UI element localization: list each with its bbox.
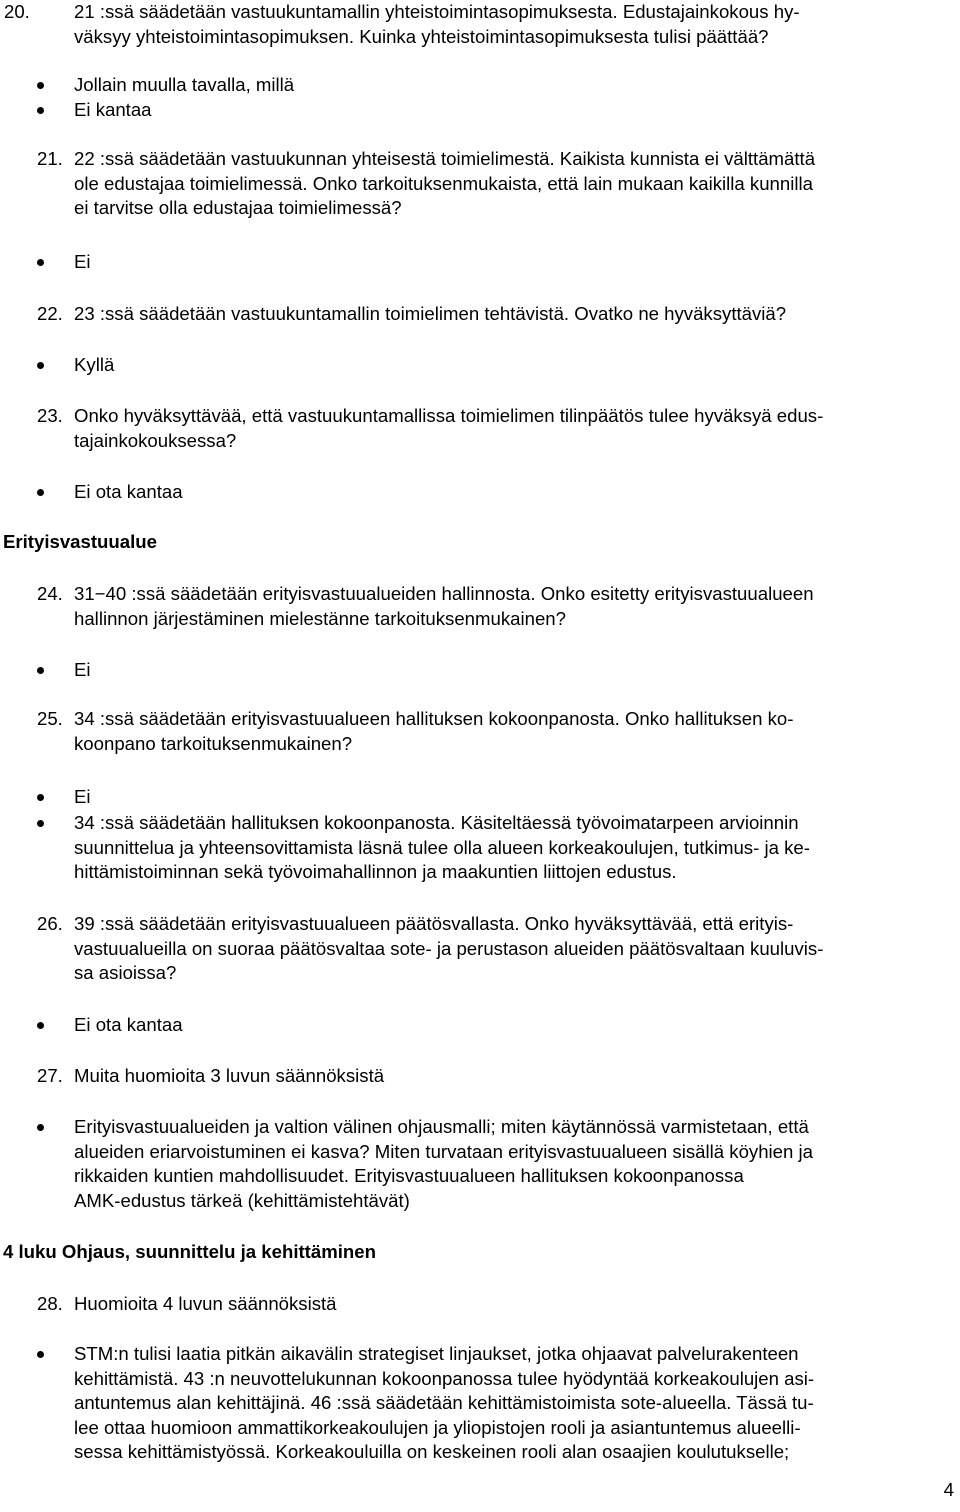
question-number: 21. (37, 148, 63, 169)
answer-text: Ei ota kantaa (74, 1014, 183, 1035)
bullet-icon (37, 785, 74, 810)
question-24 (4, 582, 956, 631)
answer-text: Erityisvastuualueiden ja valtion välinen ohjausmalli; miten käytännössä varmistetaan, että (74, 1116, 809, 1137)
question-text (74, 1064, 956, 1089)
answer-text: Ei (74, 786, 91, 807)
bullet-icon (37, 480, 74, 505)
answer-bullet (37, 1342, 952, 1465)
question-text (74, 0, 956, 49)
question-20 (4, 0, 956, 49)
page-number: 4 (943, 1479, 954, 1500)
bullet-icon (37, 353, 74, 378)
answer-text: Kyllä (74, 354, 115, 375)
answer-text: Ei kantaa (74, 99, 152, 120)
text-line: ei tarvitse olla edustajaa toimielimessä? (74, 197, 402, 218)
text-line: Muita huomioita 3 luvun säännöksistä (74, 1065, 385, 1086)
answer-bullet (37, 250, 952, 275)
bullet-icon (37, 1342, 74, 1465)
text-line: 21 :ssä säädetään vastuukuntamallin yhteistoimintasopimuksesta. Edustajainkokous hy- (74, 1, 800, 22)
text-line: 31−40 :ssä säädetään erityisvastuualueiden hallinnosta. Onko esitetty erityisvastuualueen (74, 583, 814, 604)
bullet-icon (37, 658, 74, 683)
question-number: 25. (37, 708, 63, 729)
answer-text: hittämistoiminnan sekä työvoimahallinnon ja maakuntien liittojen edustus. (74, 861, 677, 882)
text-line: hallinnon järjestäminen mielestänne tarkoituksenmukainen? (74, 607, 566, 629)
answer-text: Jollain muulla tavalla, millä (74, 74, 295, 95)
text-line: koonpano tarkoituksenmukainen? (74, 732, 353, 754)
question-number: 27. (37, 1065, 63, 1086)
answer-bullet (37, 98, 952, 123)
text-line: Onko hyväksyttävää, että vastuukuntamallissa toimielimen tilinpäätös tulee hyväksyä edus- (74, 405, 824, 426)
answer-text: Ei (74, 659, 91, 680)
answer-bullet (37, 658, 952, 683)
answer-text: STM:n tulisi laatia pitkän aikavälin strategiset linjaukset, jotka ohjaavat palvelurakenteen (74, 1343, 799, 1364)
answer-bullet (37, 1013, 952, 1038)
question-text (74, 404, 956, 453)
question-text (74, 582, 956, 631)
answer-text: suunnittelua ja yhteensovittamista läsnä tulee olla alueen korkeakoulujen, tutkimus- ja ke- (74, 836, 810, 858)
question-number: 22. (37, 303, 63, 324)
answer-bullet (37, 1115, 952, 1213)
bullet-icon (37, 73, 74, 98)
question-text (74, 912, 956, 986)
answer-text: rikkaiden kuntien mahdollisuudet. Erityisvastuualueen hallituksen kokoonpanossa (74, 1165, 744, 1186)
section-heading: Erityisvastuualue (3, 531, 157, 552)
question-21 (4, 147, 956, 221)
question-number: 20. (4, 1, 30, 22)
question-26 (4, 912, 956, 986)
question-text (74, 302, 956, 327)
text-line: 34 :ssä säädetään erityisvastuualueen hallituksen kokoonpanosta. Onko hallituksen ko- (74, 708, 794, 729)
answer-text: Ei (74, 251, 91, 272)
bullet-icon (37, 1013, 74, 1038)
text-line: ole edustajaa toimielimessä. Onko tarkoituksenmukaista, että lain mukaan kaikilla kunnilla (74, 172, 813, 194)
question-number: 28. (37, 1293, 63, 1314)
bullet-icon (37, 1115, 74, 1213)
question-text (74, 707, 956, 756)
answer-text: antuntemus alan kehittäjinä. 46 :ssä säädetään kehittämistoimista sote-alueella. Tässä tu- (74, 1392, 814, 1413)
question-text (74, 147, 956, 221)
answer-bullet (37, 73, 952, 98)
chapter-heading: 4 luku Ohjaus, suunnittelu ja kehittäminen (3, 1241, 376, 1262)
answer-bullet (37, 353, 952, 378)
answer-bullet (37, 811, 952, 885)
question-text (74, 1292, 956, 1317)
answer-text: kehittämistä. 43 :n neuvottelukunnan kokoonpanossa tulee hyödyntää korkeakoulujen asi- (74, 1367, 815, 1389)
bullet-icon (37, 98, 74, 123)
question-27 (4, 1064, 956, 1089)
bullet-icon (37, 250, 74, 275)
answer-text: 34 :ssä säädetään hallituksen kokoonpanosta. Käsiteltäessä työvoimatarpeen arvioinnin (74, 812, 799, 833)
question-number: 23. (37, 405, 63, 426)
text-line: 23 :ssä säädetään vastuukuntamallin toimielimen tehtävistä. Ovatko ne hyväksyttäviä? (74, 303, 787, 324)
text-line: 22 :ssä säädetään vastuukunnan yhteisestä toimielimestä. Kaikista kunnista ei välttämättä (74, 148, 816, 169)
answer-bullet (37, 480, 952, 505)
answer-text: lee ottaa huomioon ammattikorkeakoulujen ja yliopistojen rooli ja asiantuntemus alueelli- (74, 1416, 801, 1438)
question-23 (4, 404, 956, 453)
question-number: 26. (37, 913, 63, 934)
text-line: vastuualueilla on suoraa päätösvaltaa sote- ja perustason alueiden päätösvaltaan kuuluvis- (74, 937, 824, 959)
text-line: Huomioita 4 luvun säännöksistä (74, 1293, 337, 1314)
question-number: 24. (37, 583, 63, 604)
text-line: 39 :ssä säädetään erityisvastuualueen päätösvallasta. Onko hyväksyttävää, että erityis- (74, 913, 794, 934)
text-line: tajainkokouksessa? (74, 429, 237, 451)
question-28 (4, 1292, 956, 1317)
text-line: sa asioissa? (74, 962, 177, 983)
answer-text: sessa kehittämistyössä. Korkeakouluilla on keskeinen rooli alan osaajien koulutukselle; (74, 1441, 790, 1462)
answer-bullet (37, 785, 952, 810)
answer-text: alueiden eriarvoistuminen ei kasva? Miten turvataan erityisvastuualueen sisällä köyhien ja (74, 1140, 813, 1162)
bullet-icon (37, 811, 74, 885)
answer-text: AMK-edustus tärkeä (kehittämistehtävät) (74, 1189, 410, 1211)
question-22 (4, 302, 956, 327)
text-line: väksyy yhteistoimintasopimuksen. Kuinka yhteistoimintasopimuksesta tulisi päättää? (74, 25, 769, 47)
answer-text: Ei ota kantaa (74, 481, 183, 502)
question-25 (4, 707, 956, 756)
